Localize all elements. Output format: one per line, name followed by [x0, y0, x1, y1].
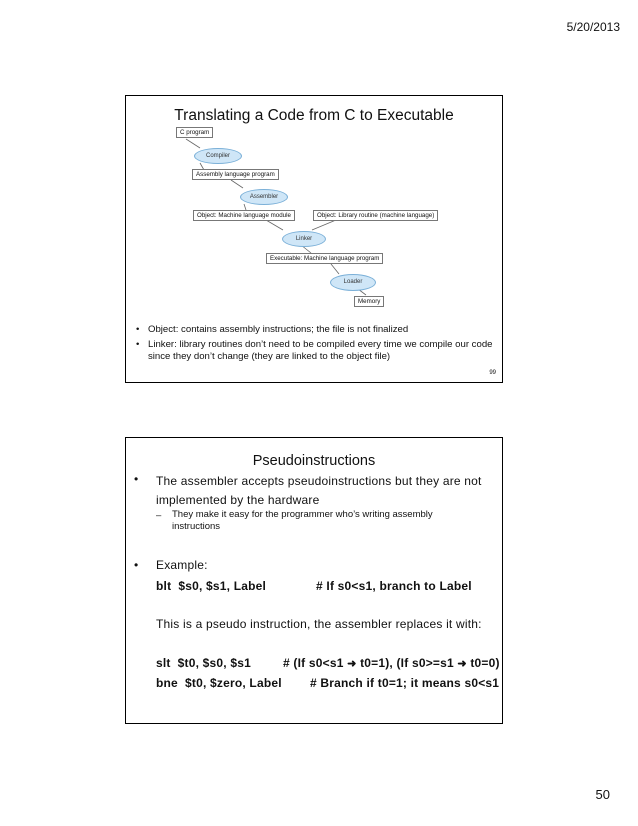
slt-comment — [283, 656, 500, 670]
slt-comment-part-c: t0=0) — [466, 656, 500, 670]
bne-comment: # Branch if t0=1; it means s0<s1 — [310, 676, 500, 690]
bullet-linker: • Linker: library routines don’t need to be compiled every time we compile our code since they don’t change (they are linked to the object file) — [136, 339, 496, 364]
bullet-marker-2: • — [134, 558, 139, 572]
bullet-example: Example: — [156, 558, 208, 572]
slide-translating-code — [125, 95, 503, 383]
slide1-number: 99 — [489, 370, 496, 376]
assembly-program-box: Assembly language program — [192, 169, 279, 180]
page-number: 50 — [595, 787, 610, 802]
slide-pseudoinstructions — [125, 437, 503, 724]
bullet-assembler-accepts: The assembler accepts pseudoinstructions but they are not implemented by the hardware — [156, 474, 482, 507]
slide2-title: Pseudoinstructions — [252, 453, 376, 469]
page-date: 5/20/2013 — [566, 20, 620, 34]
arrow-icon: ➜ — [347, 658, 357, 670]
assembler-ellipse: Assembler — [240, 189, 288, 205]
c-program-box: C program — [176, 127, 213, 138]
loader-ellipse: Loader — [330, 274, 376, 291]
bne-code: bne $t0, $zero, Label — [156, 676, 282, 690]
slt-comment-part-a: # (If s0<s1 — [283, 656, 348, 670]
executable-box: Executable: Machine language program — [266, 253, 383, 264]
object-module-box: Object: Machine language module — [193, 210, 295, 221]
slide1-title: Translating a Code from C to Executable — [174, 107, 454, 124]
example-blt-comment: # If s0<s1, branch to Label — [316, 579, 472, 593]
arrow-icon: ➜ — [457, 658, 467, 670]
compiler-ellipse: Compiler — [194, 148, 242, 164]
replacement-note: This is a pseudo instruction, the assembler replaces it with: — [156, 617, 482, 631]
bullet-object: • Object: contains assembly instructions; the file is not finalized — [136, 324, 496, 337]
example-blt-code: blt $s0, $s1, Label — [156, 579, 267, 593]
slt-code: slt $t0, $s0, $s1 — [156, 656, 251, 670]
slide1-bullets — [136, 324, 496, 364]
object-library-box: Object: Library routine (machine language) — [313, 210, 438, 221]
memory-box: Memory — [354, 296, 384, 307]
linker-ellipse: Linker — [282, 231, 326, 247]
sub-bullet-easy: They make it easy for the programmer who’s writing assembly instructions — [172, 509, 433, 532]
bullet-marker: • — [134, 472, 139, 486]
sub-bullet-dash: – — [156, 510, 162, 521]
slt-comment-part-b: t0=1), (If s0>=s1 — [356, 656, 458, 670]
